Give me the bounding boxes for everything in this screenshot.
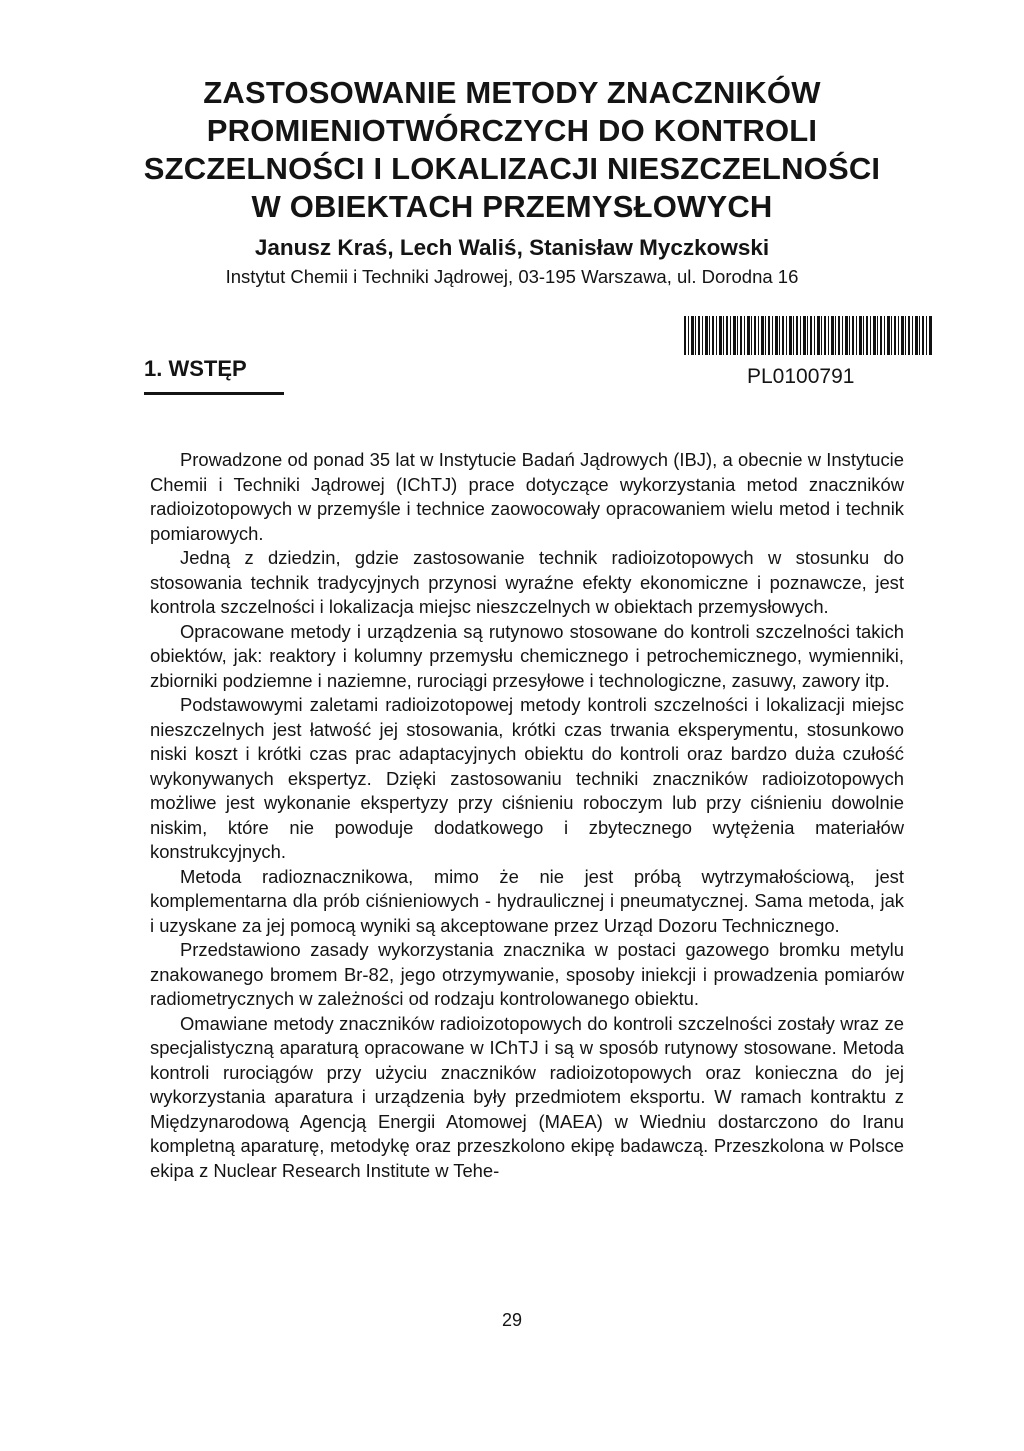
paragraph: Jedną z dziedzin, gdzie zastosowanie technik radioizotopowych w stosunku do stosowania technik tradycyjnych przynosi wyraźne efekty ekonomiczne i poznawcze, jest kontrola szczelności i lokalizacja miejsc nieszczelnych w obiektach przemysłowych. [150,547,904,617]
section-heading: 1. WSTĘP [144,356,284,395]
title-line: SZCZELNOŚCI I LOKALIZACJI NIESZCZELNOŚCI [143,151,881,186]
paragraph: Prowadzone od ponad 35 lat w Instytucie Badań Jądrowych (IBJ), a obecnie w Instytucie Chemii i Techniki Jądrowej (IChTJ) prace dotyczące wykorzystania metod znaczników radioizotopowych w przemyśle i technice zaowocowały opracowaniem wielu metod i technik pomiarowych. [150,449,904,544]
body-text [150,448,904,1183]
paper-title [0,74,1024,226]
paragraph: Opracowane metody i urządzenia są rutynowo stosowane do kontroli szczelności takich obiektów, jak: reaktory i kolumny przemysłu chemicznego i petrochemicznego, wymienniki, zbiorniki podziemne i naziemne, rurociągi przesyłowe i technologiczne, zasuwy, zawory itp. [150,620,904,691]
page-number: 29 [501,1310,523,1330]
author-list: Janusz Kraś, Lech Waliś, Stanisław Myczkowski [254,235,770,260]
report-number: PL0100791 [747,365,855,388]
affiliation: Instytut Chemii i Techniki Jądrowej, 03-195 Warszawa, ul. Dorodna 16 [225,266,799,287]
title-line: W OBIEKTACH PRZEMYSŁOWYCH [251,189,773,224]
paragraph: Przedstawiono zasady wykorzystania znacznika w postaci gazowego bromku metylu znakowanego bromem Br-82, jego otrzymywanie, sposoby iniekcji i prowadzenia pomiarów radiometrycznych w zależności od rodzaju kontrolowanego obiektu. [150,939,904,1009]
paragraph: Omawiane metody znaczników radioizotopowych do kontroli szczelności zostały wraz ze specjalistyczną aparaturą opracowane w IChTJ i są w sposób rutynowy stosowane. Metoda kontroli rurociągów przy użyciu znaczników radioizotopowych oraz konieczna do jej wykorzystania aparatura i urządzenia były przedmiotem eksportu. W ramach kontraktu z Międzynarodową Agencją Energii Atomowej (MAEA) w Wiedniu dostarczono do Iranu kompletną aparaturę, metodykę oraz przeszkolono ekipę badawczą. Przeszkolona w Polsce ekipa z Nuclear Research Institute w Tehe- [150,1012,904,1181]
title-line: PROMIENIOTWÓRCZYCH DO KONTROLI [206,113,818,148]
paragraph: Metoda radioznacznikowa, mimo że nie jest próbą wytrzymałościową, jest komplementarna dla prób ciśnieniowych - hydraulicznej i pneumatycznej. Sama metoda, jak i uzyskane za jej pomocą wyniki są akceptowane przez Urząd Dozoru Technicznego. [150,865,904,936]
title-line: ZASTOSOWANIE METODY ZNACZNIKÓW [203,75,821,110]
barcode-image [684,316,932,355]
paragraph: Podstawowymi zaletami radioizotopowej metody kontroli szczelności i lokalizacji miejsc nieszczelnych jest łatwość jej stosowania, krótki czas trwania eksperymentu, stosunkowo niski koszt i krótki czas prac adaptacyjnych obiektu do kontroli oraz bardzo duża czułość wykonywanych ekspertyz. Dzięki zastosowaniu techniki znaczników radioizotopowych możliwe jest wykonanie ekspertyzy przy ciśnieniu roboczym lub przy ciśnieniu dowolnie niskim, które nie powoduje dodatkowego i zbytecznego wytężenia materiałów konstrukcyjnych. [150,694,904,862]
